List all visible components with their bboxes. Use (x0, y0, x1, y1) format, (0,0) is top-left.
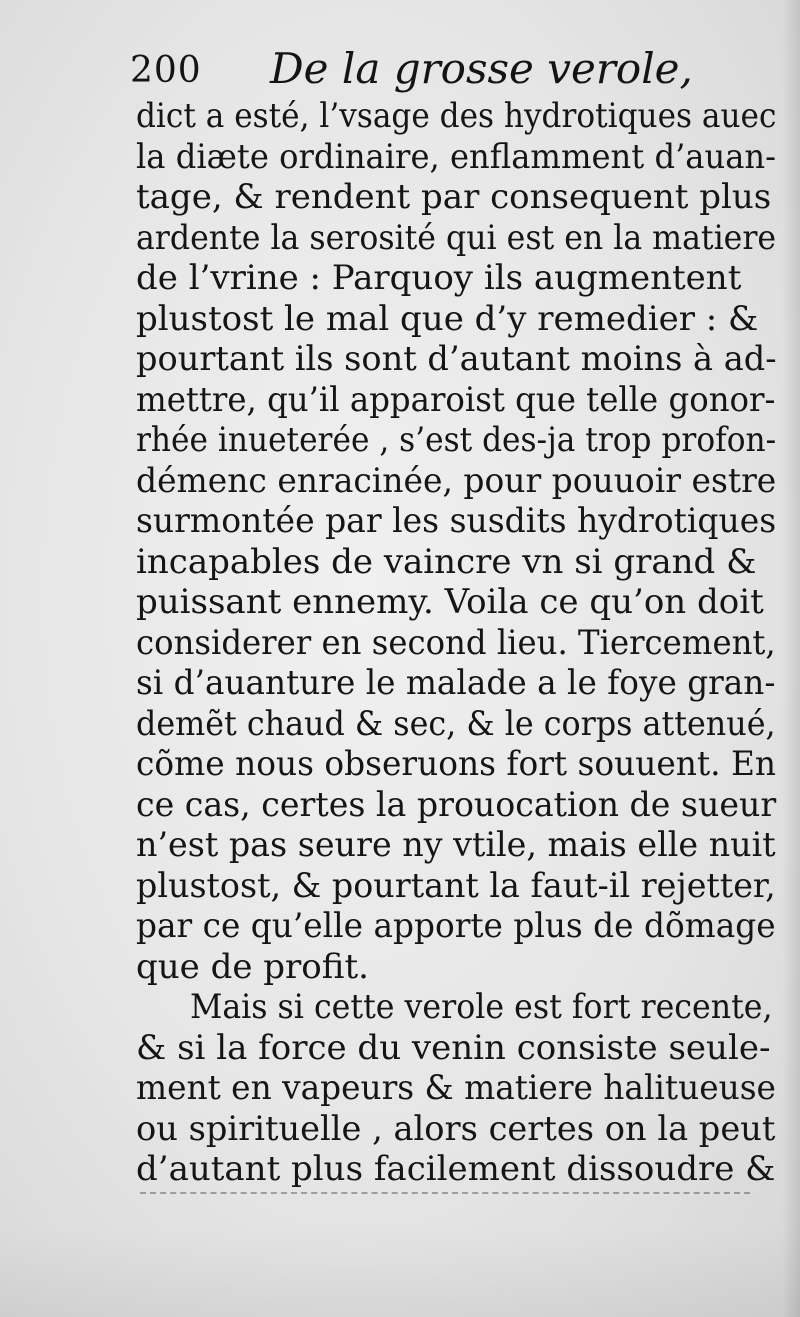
text-line: incapables de vaincre vn si grand & (136, 541, 757, 582)
text-line: ou spirituelle , alors certes on la peut (136, 1108, 776, 1149)
body-text (136, 96, 776, 1190)
text-line: pourtant ils sont d’autant moins à ad- (136, 339, 777, 379)
text-line: la diæte ordinaire, enflamment d’auan- (136, 136, 777, 177)
text-line: n’est pas seure ny vtile, mais elle nuit (136, 825, 776, 865)
page-edge-shadow (782, 0, 800, 1317)
text-line: de l’vrine : Parquoy ils augmentent (136, 258, 742, 298)
text-line: plustost le mal que d’y remedier : & (136, 298, 759, 339)
text-line: ment en vapeurs & matiere halitueuse (136, 1068, 776, 1108)
text-line: d’autant plus facilement dissoudre & (136, 1149, 776, 1189)
bottom-rule (140, 1192, 750, 1194)
text-line: tage, & rendent par consequent plus (136, 177, 772, 217)
text-line: puissant ennemy. Voila ce qu’on doit (136, 582, 764, 622)
text-line: rhée inueterée , s’est des-ja trop profon- (136, 420, 777, 460)
text-line: par ce qu’elle apporte plus de dõmage (136, 906, 776, 946)
text-line: demẽt chaud & sec, & le corps attenué, (136, 703, 776, 744)
running-head: De la grosse verole, (270, 44, 693, 93)
text-line: cõme nous obseruons fort souuent. En (136, 744, 777, 784)
text-line: plustost, & pourtant la faut-il rejetter, (136, 865, 776, 906)
text-line: dict a esté, l’vsage des hydrotiques auec (136, 96, 777, 136)
paragraph-first-line: Mais si cette verole est fort recente, (189, 987, 773, 1027)
text-line: surmontée par les susdits hydrotiques (136, 501, 777, 541)
page-header (130, 42, 750, 98)
text-line: & si la force du venin consiste seule- (136, 1027, 771, 1068)
page-number: 200 (130, 50, 202, 91)
text-line: si d’auanture le malade a le foye gran- (136, 663, 776, 703)
page-bottom-shade (0, 1227, 800, 1317)
text-line: mettre, qu’il apparoist que telle gonor- (136, 379, 776, 420)
text-line: démenc enracinée, pour pouuoir estre (136, 460, 777, 501)
text-line: que de profit. (136, 946, 369, 987)
text-line: considerer en second lieu. Tiercement, (136, 622, 776, 663)
text-line: ce cas, certes la prouocation de sueur (136, 784, 777, 825)
text-line: ardente la serosité qui est en la matiere (136, 217, 777, 258)
